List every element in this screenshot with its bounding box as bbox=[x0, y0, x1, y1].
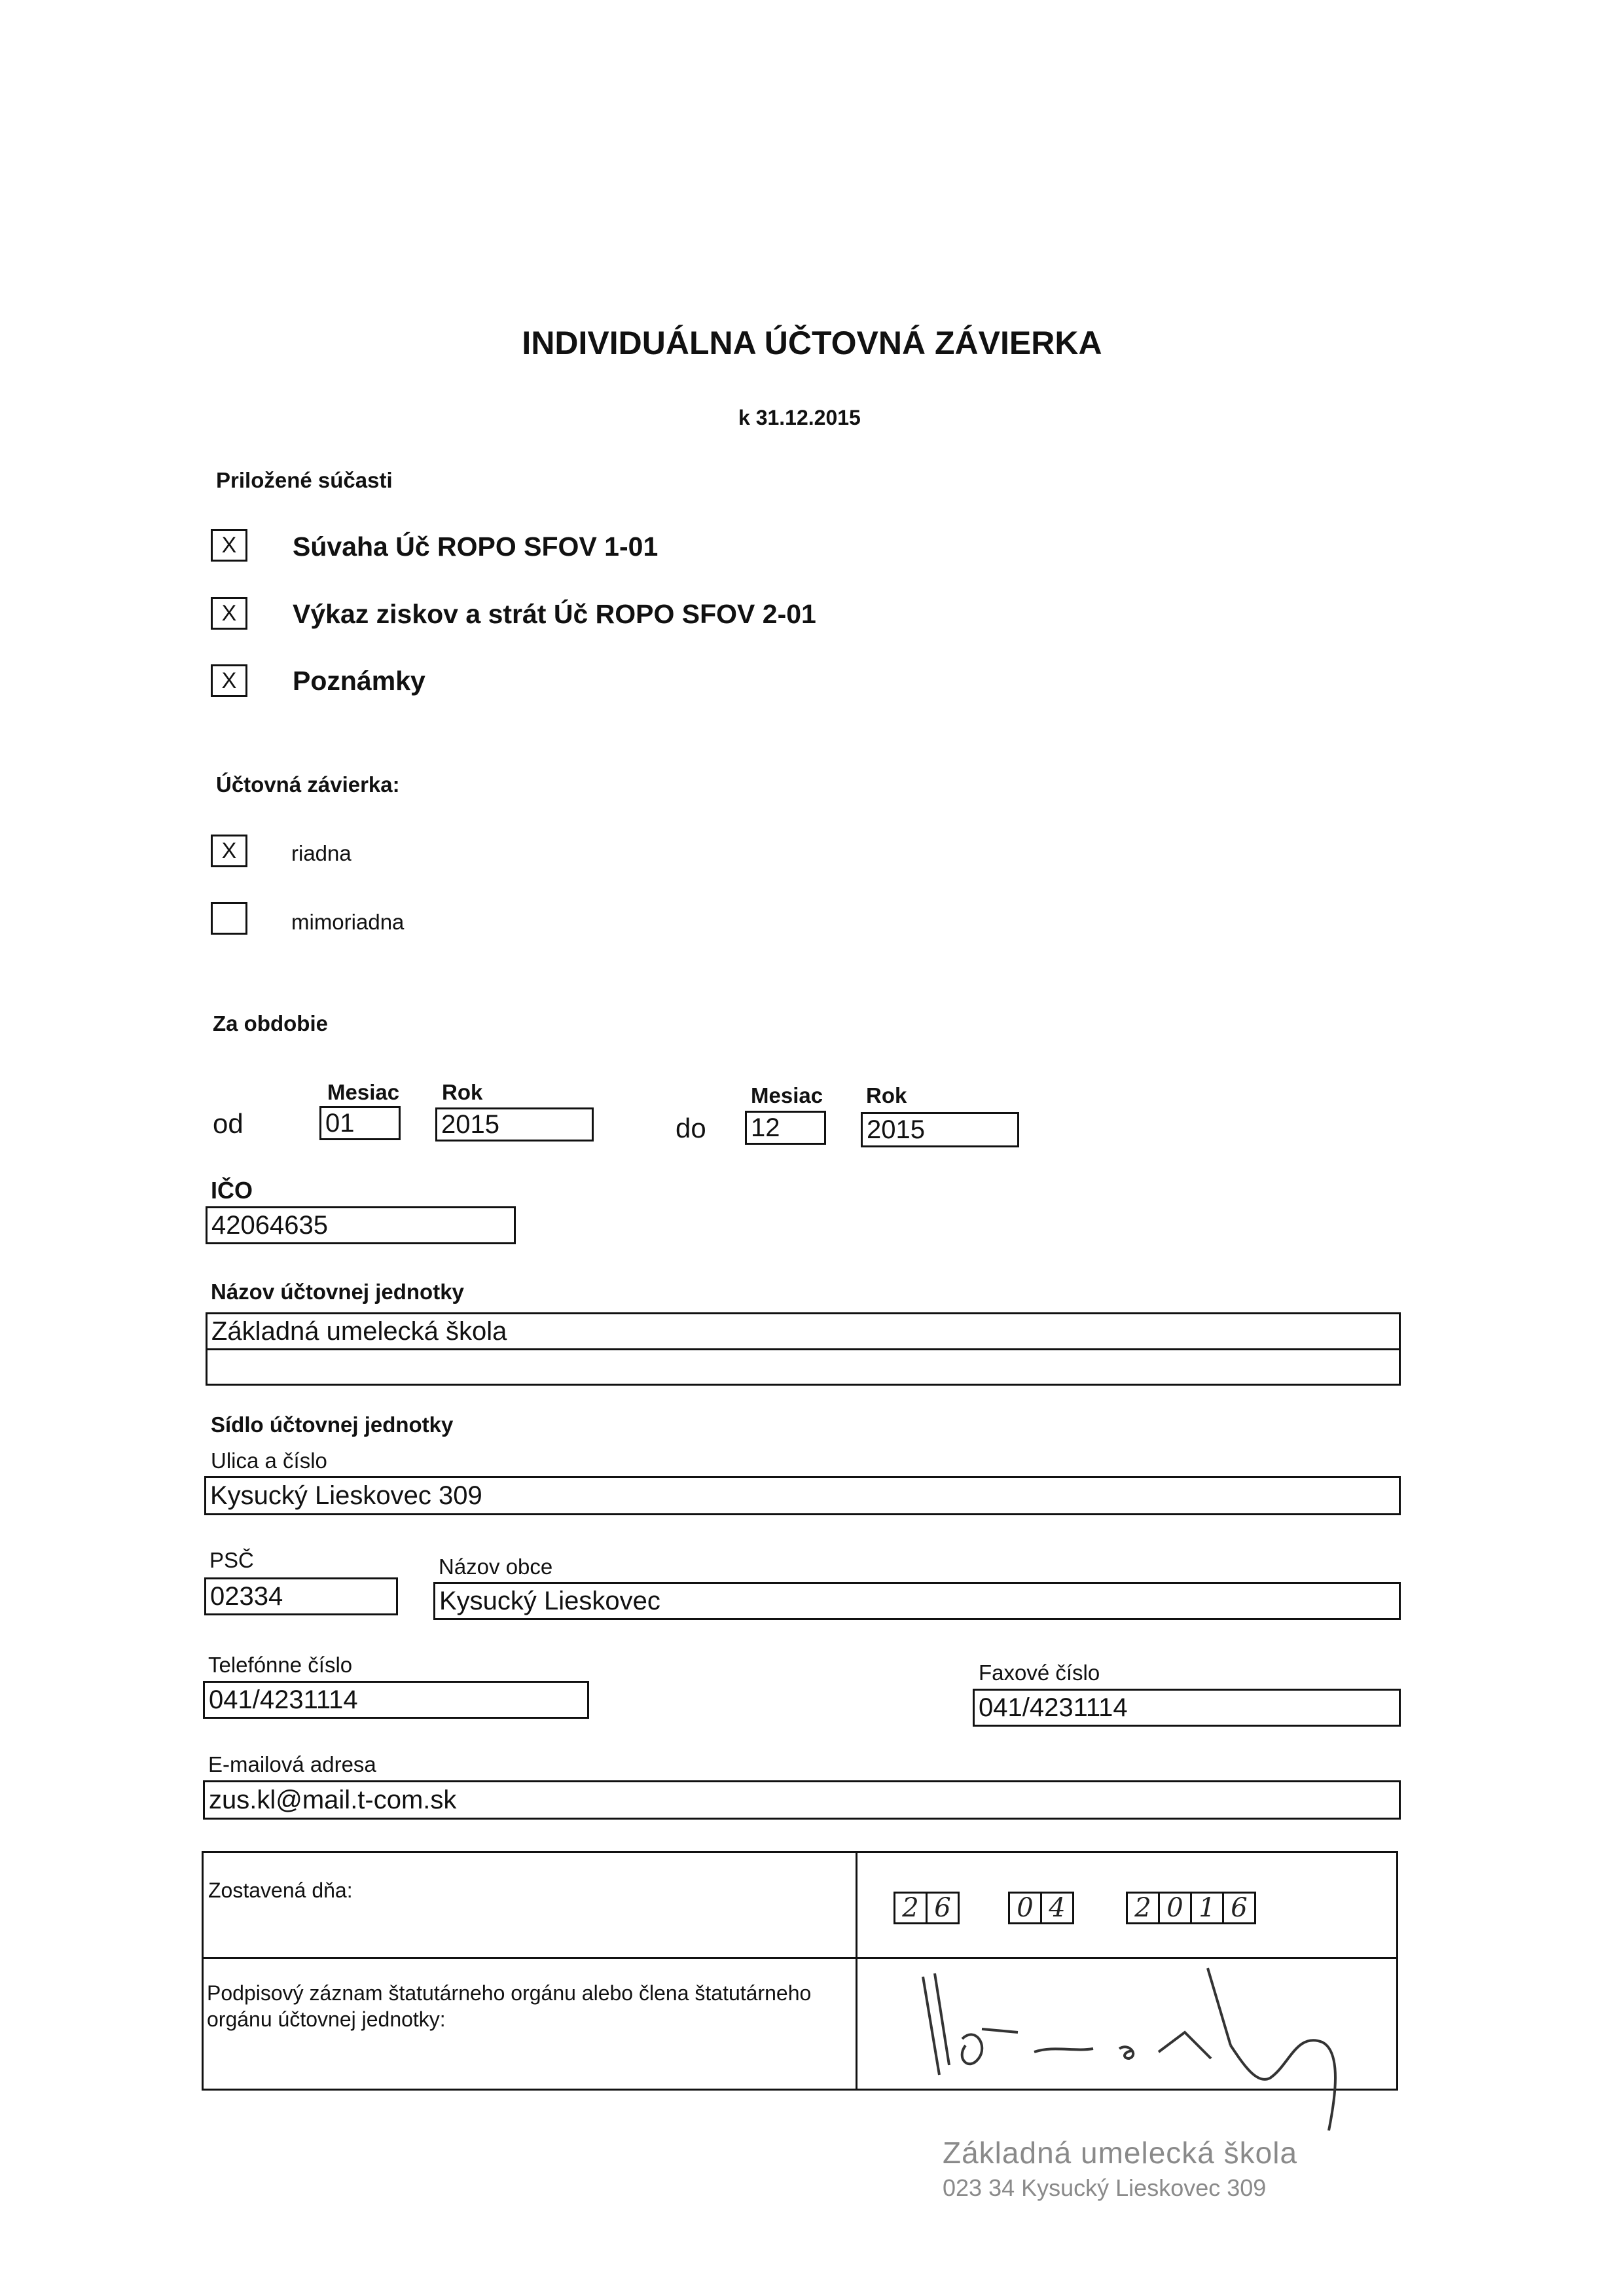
label-vykaz: Výkaz ziskov a strát Úč ROPO SFOV 2-01 bbox=[293, 599, 816, 629]
psc-field[interactable]: 02334 bbox=[204, 1577, 398, 1615]
table-row-divider bbox=[202, 1957, 1398, 1959]
phone-label: Telefónne číslo bbox=[208, 1653, 353, 1677]
label-suvaha: Súvaha Úč ROPO SFOV 1-01 bbox=[293, 531, 659, 562]
table-col-divider bbox=[856, 1851, 857, 2091]
day-digit-1: 2 bbox=[893, 1892, 928, 1924]
document-title: INDIVIDUÁLNA ÚČTOVNÁ ZÁVIERKA bbox=[522, 325, 1102, 361]
closing-type-heading: Účtovná závierka: bbox=[216, 772, 400, 797]
email-field[interactable]: zus.kl@mail.t-com.sk bbox=[203, 1780, 1401, 1820]
date-line: k 31.12.2015 bbox=[738, 406, 861, 429]
to-label: do bbox=[676, 1113, 706, 1143]
label-riadna: riadna bbox=[291, 841, 352, 865]
to-year-label: Rok bbox=[866, 1083, 907, 1107]
ico-field[interactable]: 42064635 bbox=[206, 1206, 516, 1244]
checkbox-riadna[interactable]: X bbox=[211, 835, 247, 867]
from-year-field[interactable]: 2015 bbox=[435, 1107, 594, 1142]
city-label: Názov obce bbox=[439, 1555, 553, 1579]
signature-label: Podpisový záznam štatutárneho orgánu alebo člena štatutárneho orgánu účtovnej jednotky: bbox=[207, 1981, 812, 2031]
stamp-line-2: 023 34 Kysucký Lieskovec 309 bbox=[943, 2174, 1267, 2201]
from-year-label: Rok bbox=[442, 1080, 483, 1104]
period-heading: Za obdobie bbox=[213, 1011, 328, 1035]
city-field[interactable]: Kysucký Lieskovec bbox=[433, 1582, 1401, 1620]
month-digit-2: 4 bbox=[1040, 1892, 1074, 1924]
year-digit-4: 6 bbox=[1222, 1892, 1256, 1924]
stamp-line-1: Základná umelecká škola bbox=[943, 2136, 1298, 2170]
checkbox-poznamky[interactable]: X bbox=[211, 664, 247, 697]
to-month-field[interactable]: 12 bbox=[745, 1111, 826, 1145]
street-label: Ulica a číslo bbox=[211, 1448, 327, 1473]
month-digit-1: 0 bbox=[1008, 1892, 1042, 1924]
year-digit-3: 1 bbox=[1190, 1892, 1224, 1924]
entity-name-line1[interactable]: Základná umelecká škola bbox=[206, 1312, 1401, 1350]
checkbox-suvaha[interactable]: X bbox=[211, 529, 247, 562]
checkbox-vykaz[interactable]: X bbox=[211, 597, 247, 630]
street-field[interactable]: Kysucký Lieskovec 309 bbox=[204, 1476, 1401, 1515]
fax-label: Faxové číslo bbox=[979, 1661, 1100, 1685]
compiled-year[interactable] bbox=[1126, 1892, 1256, 1924]
compiled-month[interactable] bbox=[1008, 1892, 1074, 1924]
year-digit-2: 0 bbox=[1158, 1892, 1192, 1924]
handwritten-signature bbox=[903, 1967, 1362, 2137]
compiled-day[interactable] bbox=[893, 1892, 960, 1924]
to-year-field[interactable]: 2015 bbox=[861, 1112, 1019, 1147]
phone-field[interactable]: 041/4231114 bbox=[203, 1681, 589, 1719]
seat-heading: Sídlo účtovnej jednotky bbox=[211, 1412, 454, 1437]
from-label: od bbox=[213, 1108, 244, 1139]
year-digit-1: 2 bbox=[1126, 1892, 1160, 1924]
ico-label: IČO bbox=[211, 1177, 253, 1204]
label-poznamky: Poznámky bbox=[293, 666, 425, 696]
day-digit-2: 6 bbox=[926, 1892, 960, 1924]
entity-name-line2[interactable] bbox=[206, 1348, 1401, 1386]
email-label: E-mailová adresa bbox=[208, 1752, 376, 1776]
from-month-field[interactable]: 01 bbox=[319, 1106, 401, 1140]
to-month-label: Mesiac bbox=[751, 1083, 823, 1107]
compiled-label: Zostavená dňa: bbox=[208, 1879, 353, 1902]
fax-field[interactable]: 041/4231114 bbox=[973, 1689, 1401, 1727]
label-mimoriadna: mimoriadna bbox=[291, 910, 405, 934]
checkbox-mimoriadna[interactable] bbox=[211, 902, 247, 935]
attachments-heading: Priložené súčasti bbox=[216, 468, 393, 492]
entity-name-label: Názov účtovnej jednotky bbox=[211, 1280, 464, 1304]
psc-label: PSČ bbox=[209, 1548, 254, 1572]
from-month-label: Mesiac bbox=[327, 1080, 400, 1104]
